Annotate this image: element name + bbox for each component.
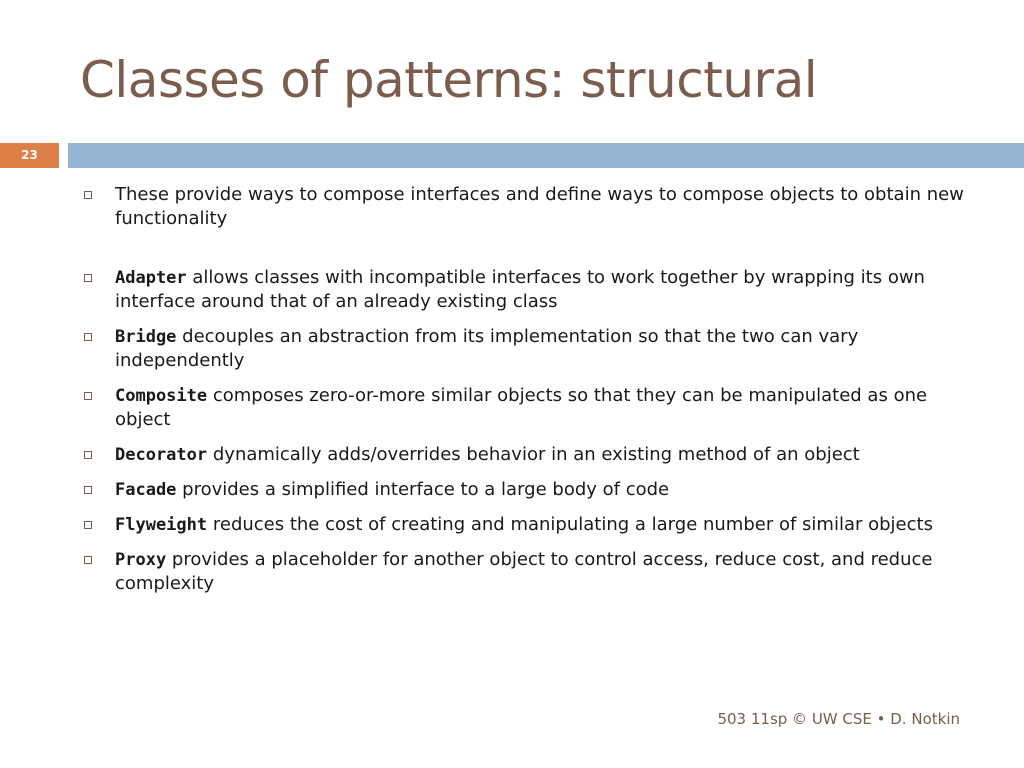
square-bullet-icon [84,556,92,564]
slide-footer: 503 11sp © UW CSE • D. Notkin [717,710,960,728]
bullet-item [80,548,980,596]
bullet-item [80,478,980,502]
bullet-text: reduces the cost of creating and manipulating a large number of similar objects [212,514,933,535]
square-bullet-icon [84,333,92,341]
bullet-item [80,325,980,373]
header-band [68,143,1024,168]
bullet-text: dynamically adds/overrides behavior in an existing method of an object [212,444,860,465]
bullet-list [80,183,980,607]
bullet-text: provides a simplified interface to a large body of code [182,479,670,500]
bullet-item [80,183,980,231]
bullet-item [80,384,980,432]
square-bullet-icon [84,451,92,459]
pattern-name: Flyweight [115,515,208,535]
bullet-text: composes zero-or-more similar objects so that they can be manipulated as one object [115,385,928,430]
bullet-text: provides a placeholder for another object to control access, reduce cost, and reduce complexity [115,549,933,594]
pattern-name: Composite [115,386,208,406]
pattern-name: Decorator [115,445,208,465]
bullet-item [80,443,980,467]
pattern-name: Proxy [115,550,167,570]
slide-title: Classes of patterns: structural [80,51,818,109]
square-bullet-icon [84,486,92,494]
pattern-name: Adapter [115,268,187,288]
square-bullet-icon [84,191,92,199]
bullet-item [80,266,980,314]
bullet-item [80,513,980,537]
bullet-text: decouples an abstraction from its implementation so that the two can vary independently [115,326,859,371]
pattern-name: Facade [115,480,177,500]
square-bullet-icon [84,274,92,282]
square-bullet-icon [84,521,92,529]
bullet-text: allows classes with incompatible interfaces to work together by wrapping its own interface around that of an already existing class [115,267,925,312]
pattern-name: Bridge [115,327,177,347]
square-bullet-icon [84,392,92,400]
bullet-text: These provide ways to compose interfaces and define ways to compose objects to obtain new functionality [115,184,964,229]
slide-number: 23 [0,143,59,168]
